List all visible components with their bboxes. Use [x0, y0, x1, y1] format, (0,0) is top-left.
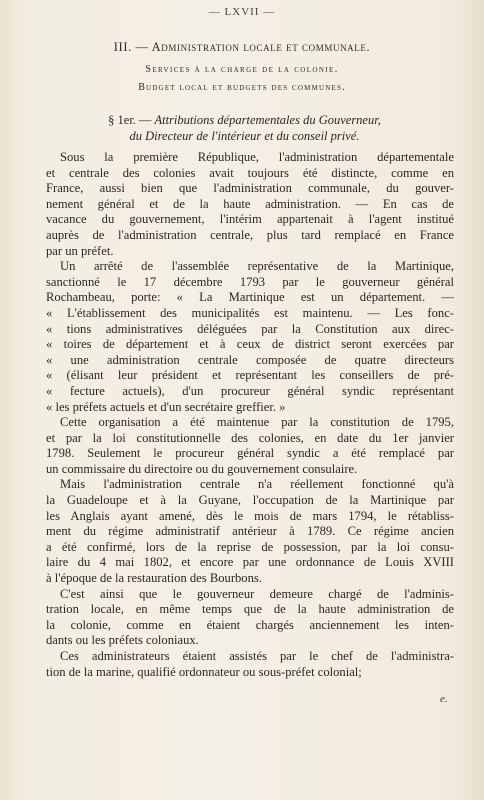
text-line: la Guadeloupe et à la Guyane, l'occupation de la Martinique par — [46, 493, 454, 508]
text-line: Rochambeau, porte: « La Martinique est un département. — — [46, 290, 454, 305]
subheading-services: Services à la charge de la colonie. — [145, 64, 339, 75]
section-sign: § 1er. — — [108, 113, 152, 127]
text-line: tration locale, en même temps que de la haute administration de — [46, 602, 454, 617]
text-line: C'est ainsi que le gouverneur demeure chargé de l'adminis- — [60, 586, 454, 601]
text-line: Sous la première République, l'administration départementale — [60, 150, 454, 164]
text-line: tion de la marine, qualifié ordonnateur ou sous-préfet colonial; — [46, 664, 362, 679]
text-line: France, aussi bien que l'administration communale, du gouver- — [46, 181, 454, 196]
text-line: « une administration centrale composée de quatre directeurs — [46, 352, 454, 367]
text-line: Un arrêté de l'assemblée représentative de la Martinique, — [60, 259, 454, 274]
paragraph — [32, 587, 454, 649]
text-line: « les préfets actuels et d'un secrétaire greffier. » — [46, 399, 286, 414]
text-line: un commissaire du directoire ou du gouvernement consulaire. — [46, 461, 358, 476]
text-line: Cette organisation a été maintenue par la constitution de 1795, — [60, 415, 454, 430]
text-line: auprès de l'administration centrale, plus tard remplacé en France — [46, 227, 454, 242]
chapter-heading: III. — Administration locale et communale. — [113, 40, 371, 54]
text-line: et par la loi constitutionnelle des colonies, en date du 1er janvier — [46, 430, 454, 445]
text-line: « L'établissement des municipalités est maintenu. — Les fonc- — [46, 305, 454, 320]
running-head: — LXVII — — [208, 6, 276, 18]
body-text — [32, 150, 454, 680]
paragraph — [32, 415, 454, 477]
text-line: « fecture actuels), d'un procureur général syndic représentant — [46, 383, 454, 398]
text-line: les Anglais ayant amené, dès le mois de mars 1794, le rétabliss- — [46, 508, 454, 523]
text-line: dants ou les préfets coloniaux. — [46, 633, 199, 648]
text-line: ment du régime administratif antérieur à 1789. Ce régime ancien — [46, 524, 454, 539]
text-line: « (élisant leur président et représentant les conseillers de pré- — [46, 368, 454, 383]
text-line: Mais l'administration centrale n'a réellement fonctionné qu'à — [60, 477, 454, 492]
text-line: 1798. Seulement le procureur général syndic a été remplacé par — [46, 446, 454, 461]
text-line: laire du 4 mai 1802, et encore par une ordonnance de Louis XVIII — [46, 555, 454, 570]
text-line: par un préfet. — [46, 243, 114, 258]
paragraph — [32, 150, 454, 259]
section-title — [42, 112, 447, 144]
paragraph — [32, 477, 454, 586]
text-line: Ces administrateurs étaient assistés par le chef de l'administra- — [60, 649, 454, 663]
signature-mark: e. — [440, 693, 448, 705]
subheading-budget: Budget local et budgets des communes. — [138, 82, 346, 93]
paragraph — [32, 259, 454, 415]
text-line: et centrale des colonies avait toujours été distincte, comme en — [46, 165, 454, 180]
paragraph — [32, 649, 454, 680]
section-title-line1: Attributions départementales du Gouverneur, — [154, 113, 381, 127]
text-line: nement général et de la haute administration. — En cas de — [46, 196, 454, 211]
text-line: à l'époque de la restauration des Bourbons. — [46, 571, 262, 586]
text-line: « toires de département et à ceux de district seront exercées par — [46, 337, 454, 352]
text-line: « tions administratives déléguées par la Constitution aux direc- — [46, 321, 454, 336]
text-line: la colonie, comme en étaient chargés anciennement les inten- — [46, 617, 454, 632]
section-title-line2: du Directeur de l'intérieur et du conseil privé. — [129, 129, 360, 143]
text-line: a été confirmé, lors de la reprise de possession, par la loi consu- — [46, 539, 454, 554]
text-line: sanctionné le 17 décembre 1793 par le gouverneur général — [46, 274, 454, 289]
text-line: vacance du gouvernement, l'intérim appartenait à l'agent institué — [46, 212, 454, 227]
